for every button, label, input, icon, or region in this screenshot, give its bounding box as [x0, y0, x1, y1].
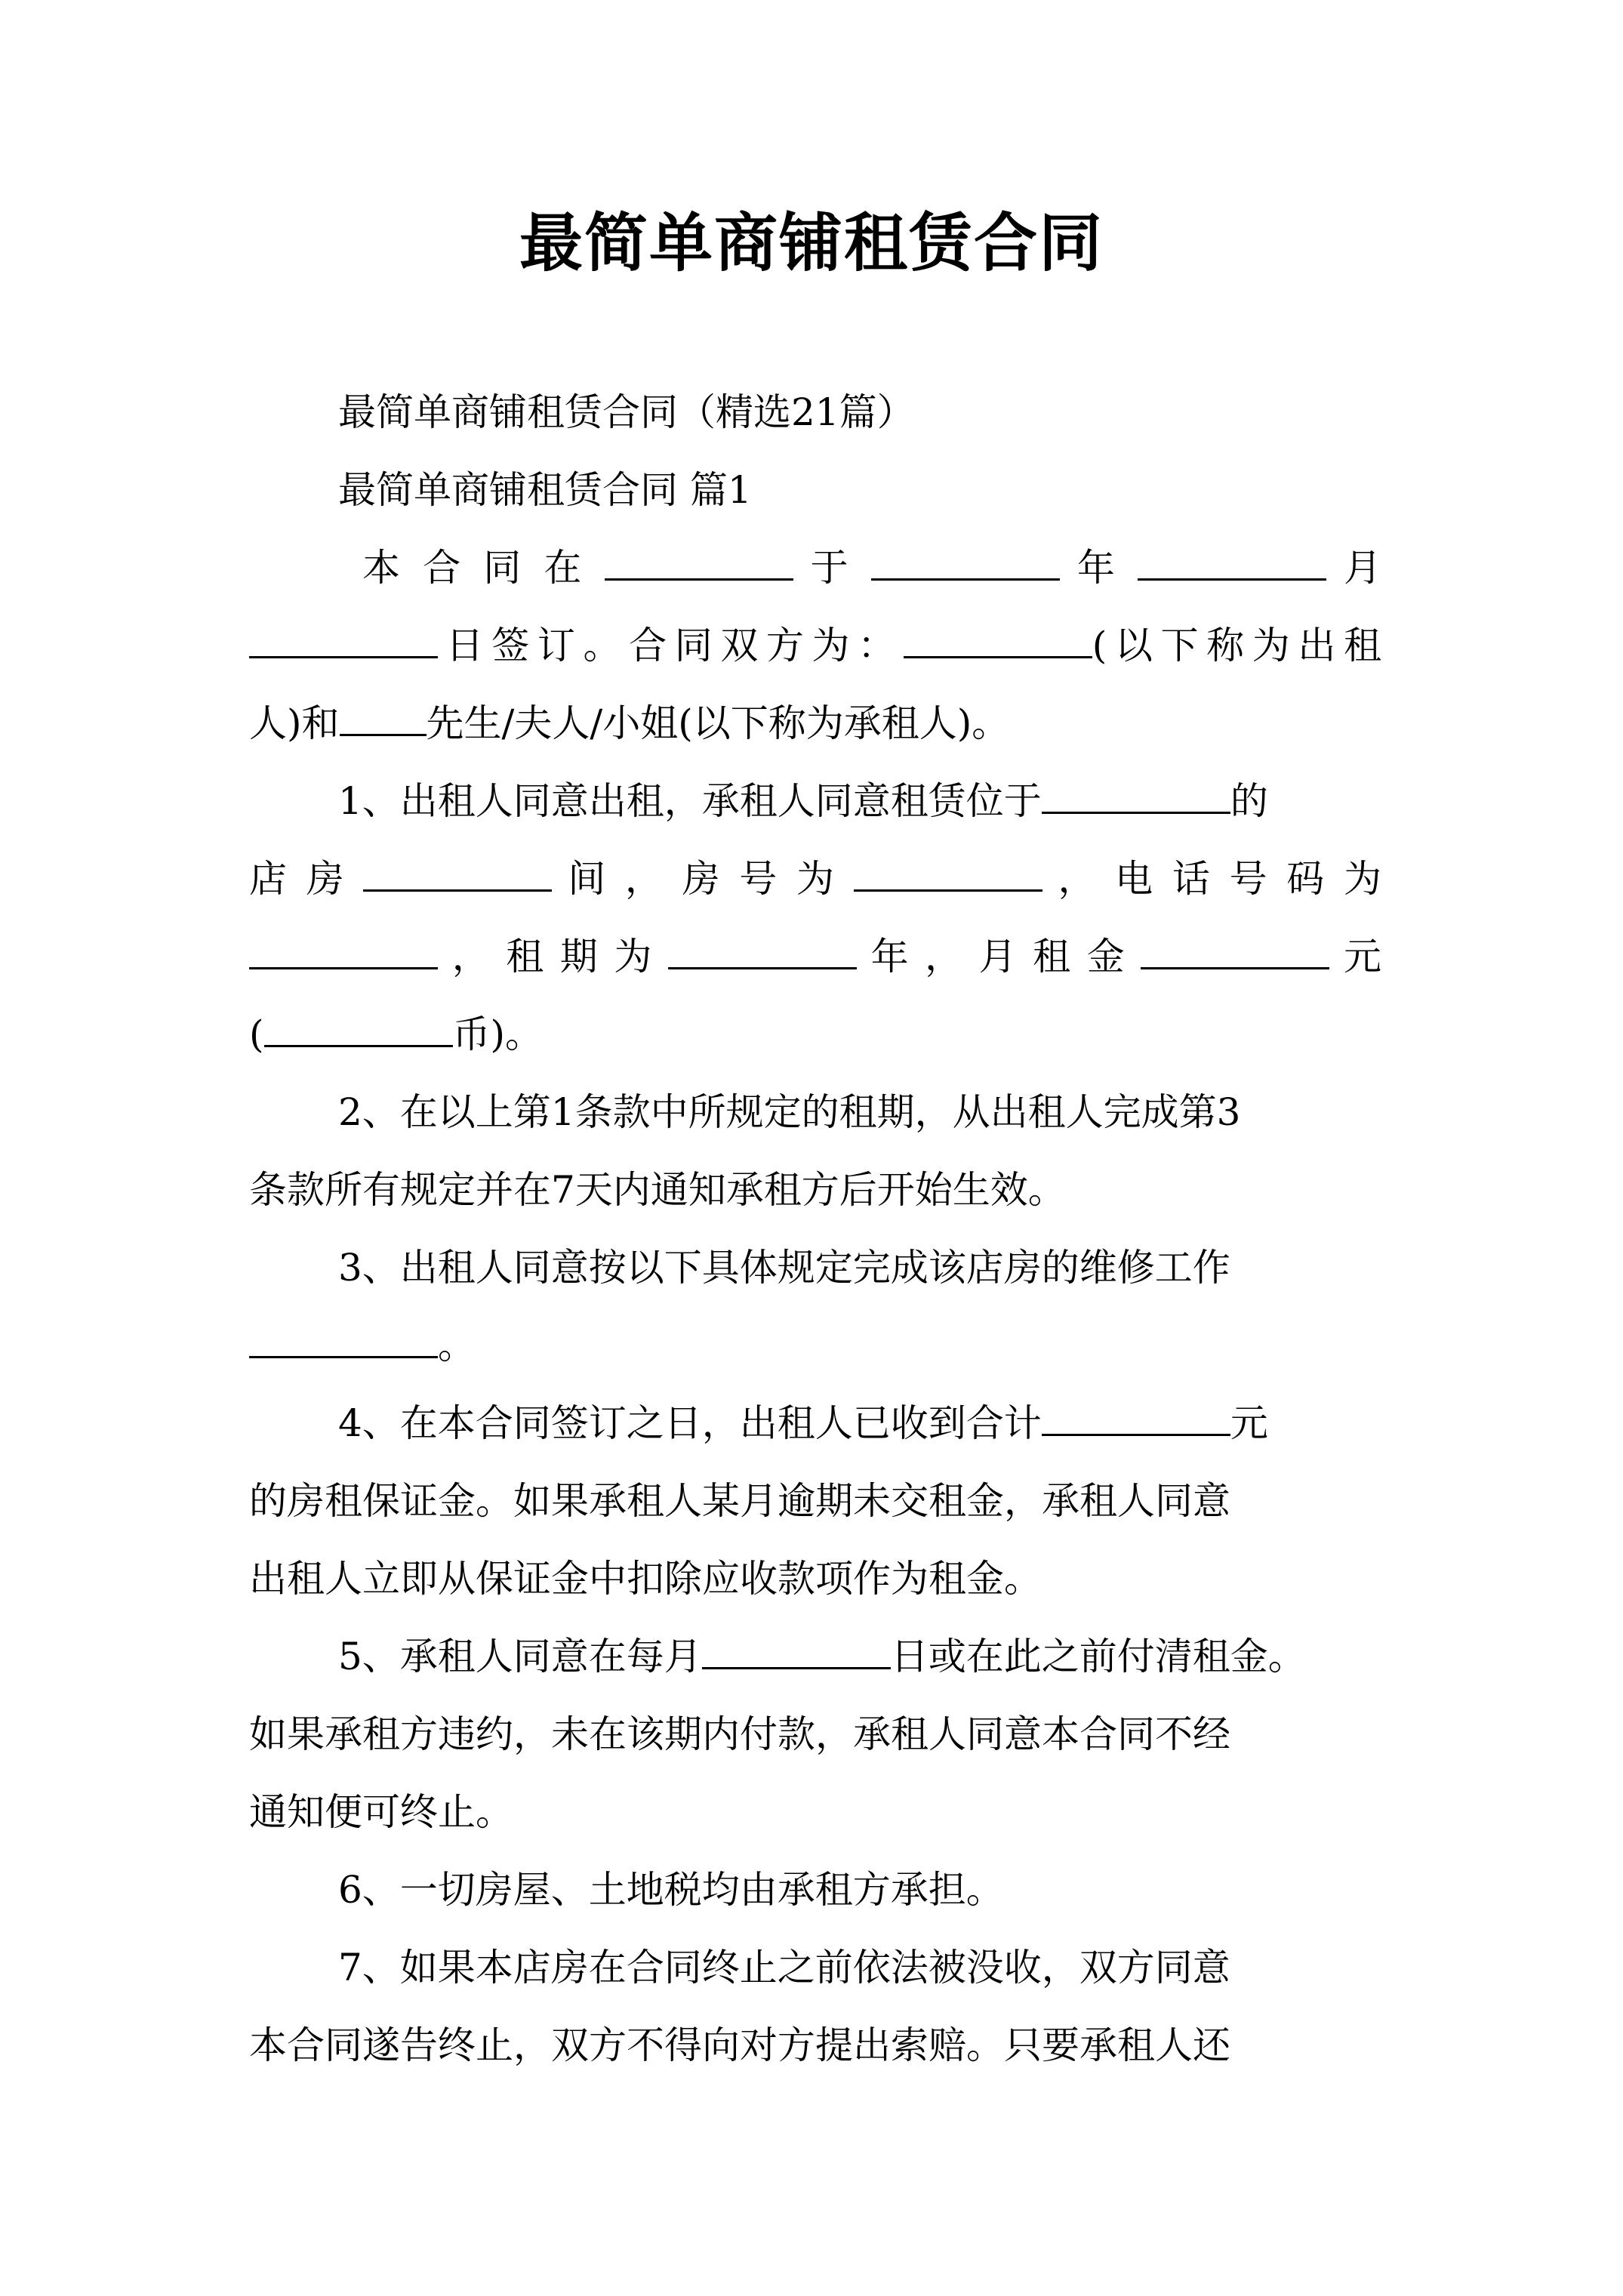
clause-text: 元: [1343, 935, 1381, 978]
blank-field: [1141, 934, 1329, 969]
preamble-line-3: [249, 685, 1381, 763]
clause-text: 元: [1230, 1401, 1268, 1445]
clause-text: 5、承租人同意在每月: [338, 1635, 702, 1678]
blank-field: [871, 545, 1060, 581]
subtitle: 最简单商铺租赁合同（精选21篇）: [338, 390, 915, 434]
clause-text: 间 ， 房 号 为: [568, 857, 838, 901]
clause-5-line-2: 如果承租方违约，未在该期内付款，承租人同意本合同不经: [249, 1712, 1230, 1756]
preamble-text: 年: [1076, 546, 1120, 590]
document-body: [249, 374, 1381, 2085]
blank-field: [854, 856, 1042, 892]
preamble-text: 先生/夫人/小姐(以下称为承租人)。: [426, 701, 1010, 745]
document-title: 最简单商铺租赁合同: [519, 205, 1104, 280]
blank-field: [249, 1323, 438, 1358]
clause-5-line-3: 通知便可终止。: [249, 1790, 513, 1834]
blank-field: [1042, 1401, 1230, 1436]
blank-field: [249, 934, 438, 969]
clause-text: 店 房: [249, 857, 348, 901]
preamble-text: (以下称为出租: [1092, 624, 1382, 667]
blank-field: [904, 623, 1092, 658]
preamble-text: 人)和: [249, 701, 340, 745]
clause-6-line-1: 6、一切房屋、土地税均由承租方承担。: [338, 1868, 1004, 1912]
clause-5-line-1: [249, 1618, 1381, 1696]
clause-text: ， 租 期 为: [451, 935, 654, 978]
clause-text: (: [249, 1012, 264, 1056]
clause-3-line-1: 3、出租人同意按以下具体规定完成该店房的维修工作: [338, 1246, 1230, 1290]
clause-text: 4、在本合同签订之日，出租人已收到合计: [338, 1401, 1042, 1445]
clause-7-line-1: 7、如果本店房在合同终止之前依法被没收，双方同意: [338, 1946, 1230, 1989]
blank-field: [1138, 545, 1326, 581]
blank-field: [340, 701, 427, 736]
clause-4-line-2: 的房租保证金。如果承租人某月逾期未交租金，承租人同意: [249, 1479, 1230, 1523]
blank-field: [249, 623, 438, 658]
preamble-text: 日签订。合同双方为：: [438, 624, 904, 667]
clause-2-line-1: 2、在以上第1条款中所规定的租期，从出租人完成第3: [338, 1090, 1241, 1134]
clause-1-line-2: [249, 840, 1381, 918]
preamble-text: 于: [810, 546, 854, 590]
clause-text: 的: [1230, 779, 1268, 823]
clause-1-line-4: [249, 996, 1381, 1074]
clause-1-line-1: [249, 763, 1381, 840]
clause-text: 日或在此之前付清租金。: [890, 1635, 1306, 1678]
clause-7-line-2: 本合同遂告终止，双方不得向对方提出索赔。只要承租人还: [249, 2023, 1230, 2067]
clause-text: 1、出租人同意出租，承租人同意租赁位于: [338, 779, 1042, 823]
clause-text: 。: [438, 1324, 476, 1367]
blank-field: [668, 934, 857, 969]
preamble-line-2: [249, 607, 1381, 685]
preamble-line-1: [249, 529, 1381, 607]
blank-field: [264, 1012, 453, 1047]
clause-text: ， 电 话 号 码 为: [1058, 857, 1381, 901]
clause-text: 年 ， 月 租 金: [870, 935, 1127, 978]
clause-2-line-2: 条款所有规定并在7天内通知承租方后开始生效。: [249, 1168, 1066, 1212]
preamble-text: 月: [1344, 546, 1381, 590]
clause-4-line-3: 出租人立即从保证金中扣除应收款项作为租金。: [249, 1557, 1042, 1601]
preamble-text: 本 合 同 在: [362, 546, 587, 590]
clause-3-line-2: [249, 1307, 1381, 1385]
clause-text: 币)。: [452, 1012, 544, 1056]
clause-1-line-3: [249, 918, 1381, 996]
blank-field: [363, 856, 552, 892]
blank-field: [1042, 778, 1230, 814]
blank-field: [605, 545, 793, 581]
clause-4-line-1: [249, 1385, 1381, 1462]
section-heading: 最简单商铺租赁合同 篇1: [338, 468, 752, 512]
blank-field: [702, 1634, 891, 1669]
